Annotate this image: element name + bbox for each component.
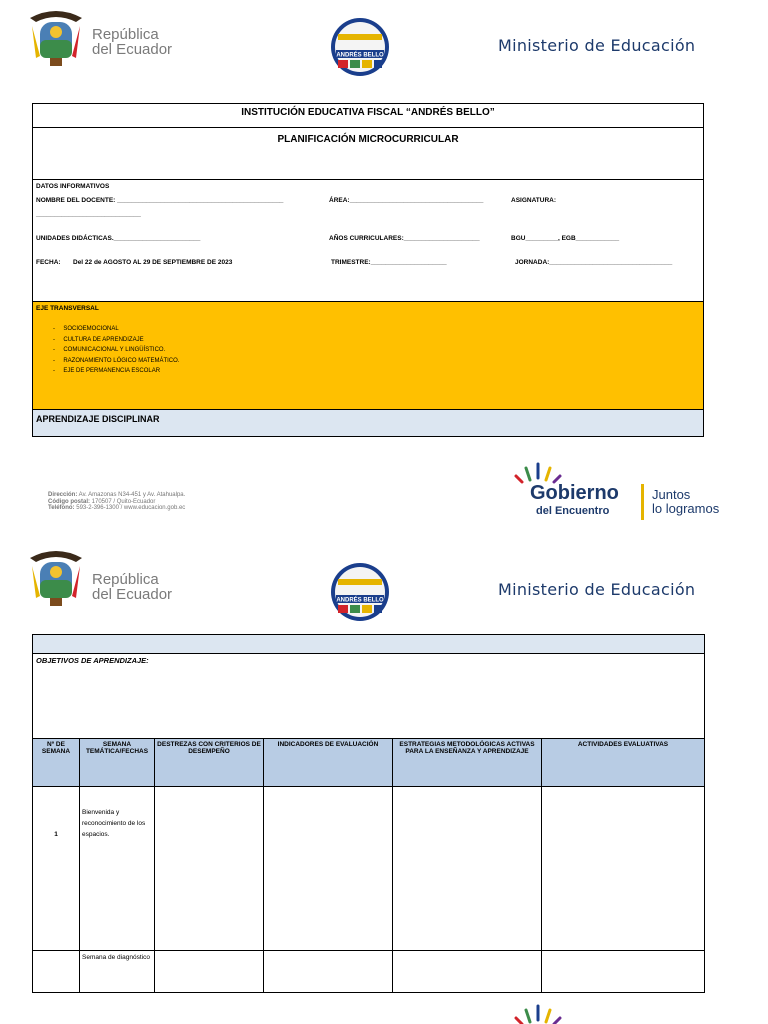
aprendizaje-label: APRENDIZAJE DISCIPLINAR [36,414,160,424]
address-label: Dirección: [48,492,78,498]
plan-title-row [33,128,703,180]
row1-actividades[interactable] [542,787,705,951]
eje-item: - COMUNICACIONAL Y LINGÜÍSTICO. [53,347,166,353]
table-header-row [33,739,705,787]
objetivos-label: OBJETIVOS DE APRENDIZAJE: [36,656,149,665]
row1-tematica[interactable]: Bienvenida y reconocimiento de los espacios. [80,787,155,951]
row2-destrezas[interactable] [155,951,264,993]
aprendizaje-row [33,410,703,436]
footer-address [48,492,185,512]
address-value: Av. Amazonas N34-451 y Av. Atahualpa. [77,492,186,498]
planning-form-page1 [32,103,704,437]
institution-row [33,104,703,128]
asignatura-label: ASIGNATURA: [511,197,557,204]
col-header-actividades: ACTIVIDADES EVALUATIVAS [542,739,705,787]
row1-indicadores[interactable] [264,787,393,951]
anios-field[interactable]: AÑOS CURRICULARES:_____________________ [329,235,480,242]
eje-item: - SOCIOEMOCIONAL [53,326,119,332]
eje-title: EJE TRANSVERSAL [36,305,99,312]
republica-line2: del Ecuador [92,586,173,603]
lo-logramos-line: lo logramos [652,501,720,516]
postal-value: 170507 / Quito-Ecuador [90,498,156,505]
datos-label: DATOS INFORMATIVOS [36,183,110,190]
republica-line1: República [92,26,159,43]
gobierno-text: Gobierno [530,482,619,504]
table-row [33,951,705,993]
row1-estrategias[interactable] [393,787,542,951]
fecha-label: FECHA: [36,259,61,266]
school-badge-logo-2 [330,561,390,628]
ministerio-title: Ministerio de Educación [498,36,696,55]
row1-destrezas[interactable] [155,787,264,951]
col-header-indicadores: INDICADORES DE EVALUACIÓN [264,739,393,787]
row2-estrategias[interactable] [393,951,542,993]
trimestre-field[interactable]: TRIMESTRE:_____________________ [331,259,447,266]
datos-informativos-section [33,180,703,302]
republica-line1: República [92,571,159,588]
jornada-field[interactable]: JORNADA:__________________________________ [515,259,673,266]
col-header-tematica: SEMANA TEMÁTICA/FECHAS [80,739,155,787]
juntos-text [652,488,719,516]
row2-indicadores[interactable] [264,951,393,993]
ministerio-title-2: Ministerio de Educación [498,580,696,599]
postal-label: Código postal: [48,498,90,505]
asignatura-field[interactable]: _____________________________ [36,211,141,218]
gobierno-divider [641,484,644,520]
school-badge-logo [330,16,390,83]
eje-item: - EJE DE PERMANENCIA ESCOLAR [53,368,161,374]
col-header-destrezas: DESTREZAS CON CRITERIOS DE DESEMPEÑO [155,739,264,787]
fecha-value: Del 22 de AGOSTO AL 29 DE SEPTIEMBRE DE 2023 [73,259,233,266]
eje-transversal-section [33,302,703,410]
eje-item: - RAZONAMIENTO LÓGICO MATEMÁTICO. [53,357,180,364]
phone-value: 593-2-396-1300 / www.educacion.gob.ec [74,505,186,511]
republica-logo-text-2 [92,572,172,602]
bgu-egb-field[interactable]: BGU_________, EGB____________ [511,235,620,242]
gobierno-logo [504,462,736,522]
badge-text: ANDRÉS BELLO [336,597,384,604]
coat-of-arms-logo [26,6,86,73]
institution-title: INSTITUCIÓN EDUCATIVA FISCAL “ANDRÉS BELLO” [241,107,495,118]
table-row [33,787,705,951]
unidades-field[interactable]: UNIDADES DIDÁCTICAS.________________________ [36,235,201,242]
row2-actividades[interactable] [542,951,705,993]
juntos-line: Juntos [652,487,691,502]
del-encuentro-text: del Encuentro [536,505,610,517]
coat-of-arms-logo-2 [26,546,86,613]
row1-num: 1 [33,787,80,951]
eje-item: - CULTURA DE APRENDIZAJE [53,336,144,343]
area-field[interactable]: ÁREA:_____________________________________ [329,197,484,204]
col-header-semana-num: Nº DE SEMANA [33,739,80,787]
badge-text: ANDRÉS BELLO [336,52,384,59]
docente-field[interactable]: NOMBRE DEL DOCENTE: ______________________________________________ [36,197,284,204]
planning-table [32,738,705,993]
phone-label: Teléfono: [48,505,75,511]
republica-logo-text [92,27,172,57]
page2-header-bar [32,634,705,654]
row2-num [33,951,80,993]
eje-list [53,324,179,377]
row2-tematica[interactable]: Semana de diagnóstico [80,951,155,993]
plan-title: PLANIFICACIÓN MICROCURRICULAR [277,134,459,145]
republica-line2: del Ecuador [92,41,173,58]
objetivos-section [32,654,705,739]
gobierno-rays-icon-2 [508,1004,564,1024]
col-header-estrategias: ESTRATEGIAS METODOLÓGICAS ACTIVAS PARA LA ENSEÑANZA Y APRENDIZAJE [393,739,542,787]
